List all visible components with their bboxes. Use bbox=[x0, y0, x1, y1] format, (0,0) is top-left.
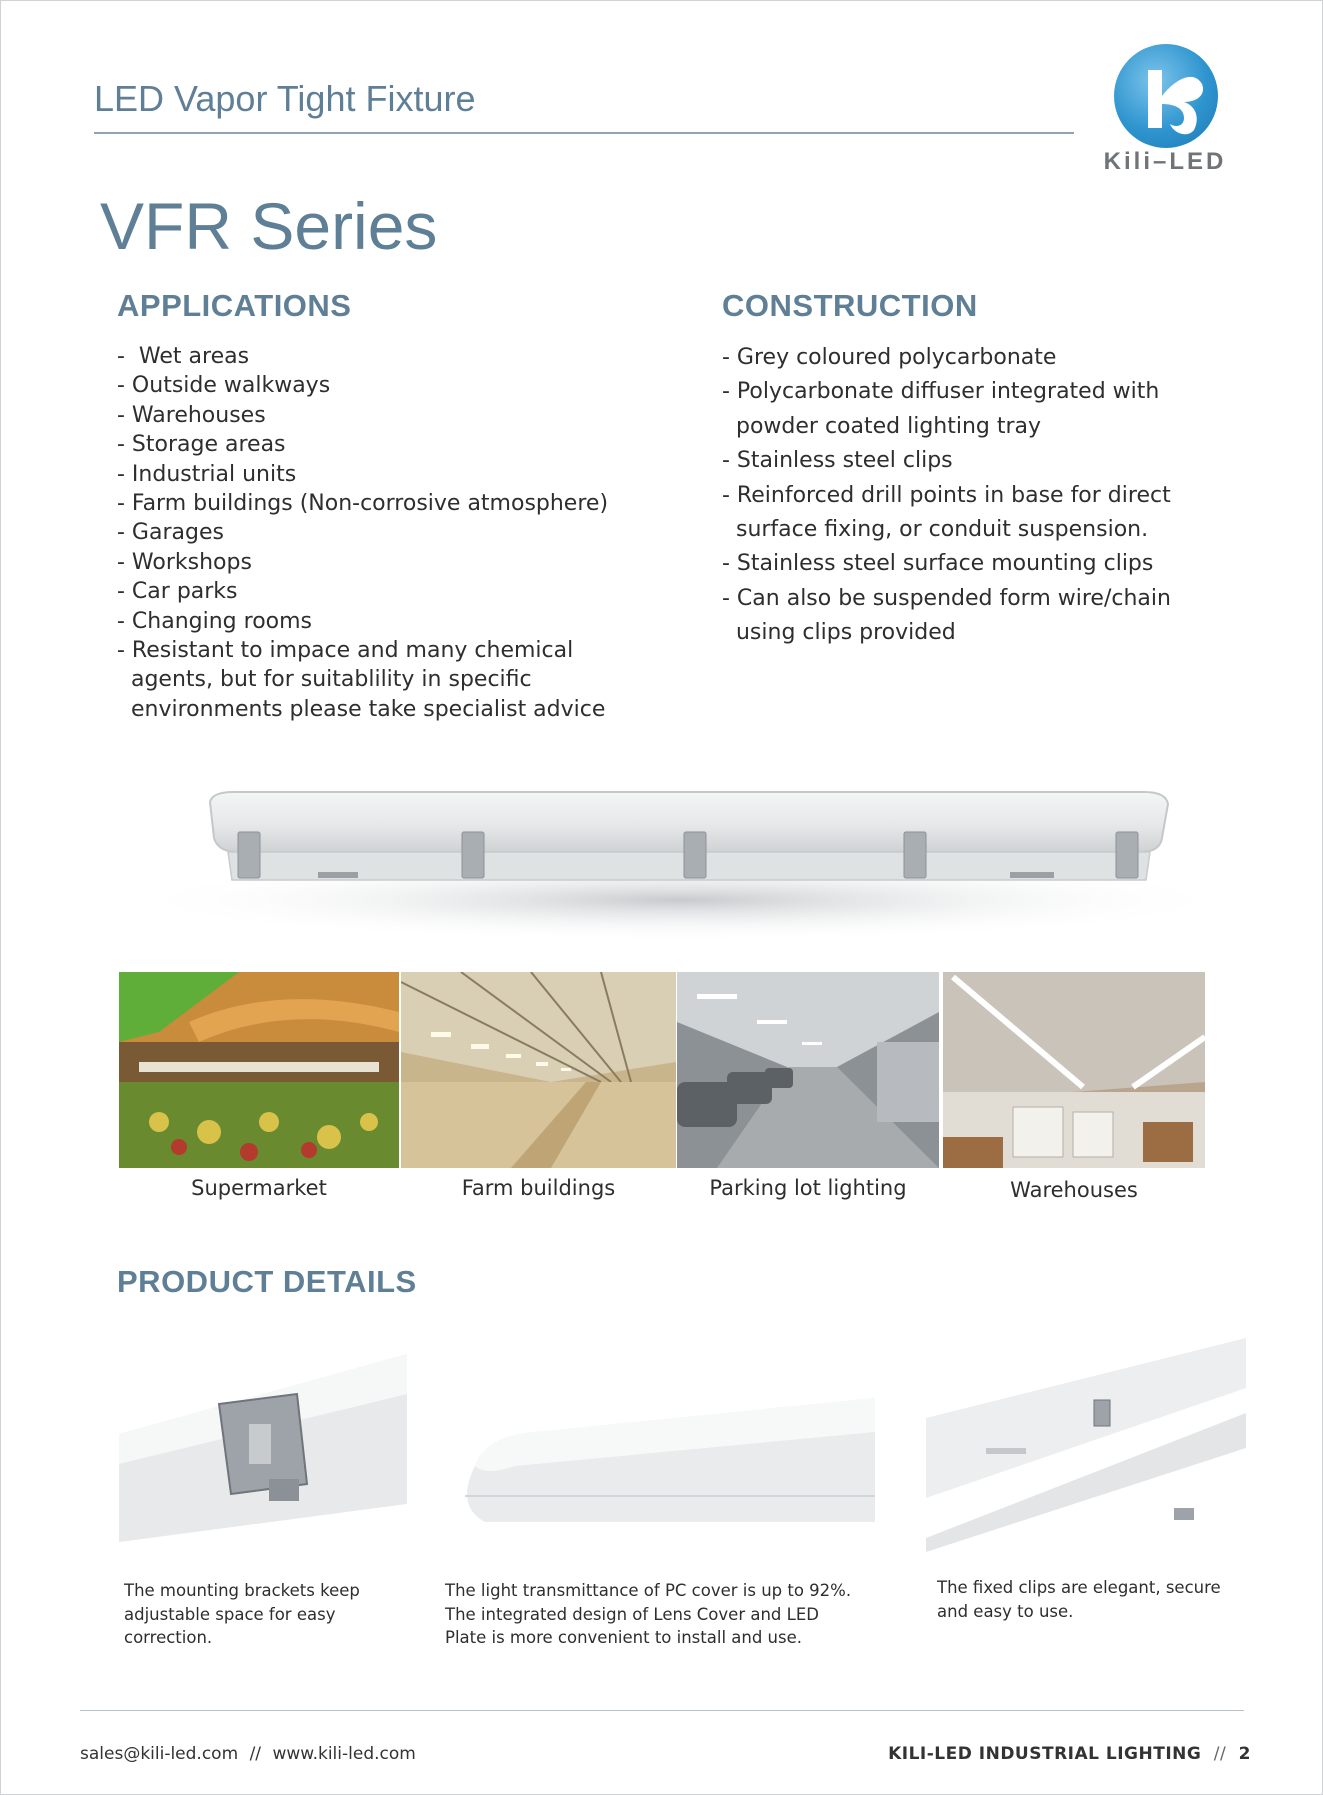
header-divider bbox=[94, 132, 1074, 134]
construction-list bbox=[722, 341, 1171, 651]
photo-caption: Farm buildings bbox=[461, 1176, 616, 1200]
pc-cover-description bbox=[445, 1579, 851, 1650]
list-item: - Stainless steel surface mounting clips bbox=[722, 551, 1154, 577]
text-line: The integrated design of Lens Cover and LED bbox=[445, 1604, 819, 1624]
brand-name: KILI-LED INDUSTRIAL LIGHTING bbox=[888, 1744, 1202, 1764]
list-item: - Grey coloured polycarbonate bbox=[722, 345, 1057, 370]
text-line: The mounting brackets keep bbox=[124, 1581, 360, 1600]
list-item: - Reinforced drill points in base for direct bbox=[722, 482, 1171, 508]
mounting-bracket-image bbox=[119, 1354, 407, 1542]
list-item: - Can also be suspended form wire/chain bbox=[722, 585, 1171, 611]
applications-list bbox=[117, 342, 608, 724]
list-item: - Car parks bbox=[117, 579, 238, 605]
list-item: - Garages bbox=[117, 520, 224, 546]
list-item: - Warehouses bbox=[117, 402, 266, 428]
farm-buildings-photo bbox=[401, 972, 676, 1168]
mounting-bracket-description bbox=[124, 1579, 360, 1650]
list-item: - Storage areas bbox=[117, 432, 286, 458]
list-item: - Changing rooms bbox=[117, 608, 313, 634]
construction-heading: CONSTRUCTION bbox=[722, 288, 978, 323]
list-item: - Workshops bbox=[117, 549, 252, 575]
list-item: - Industrial units bbox=[117, 461, 297, 487]
pc-cover-image bbox=[455, 1396, 875, 1522]
list-item: - Wet areas bbox=[117, 344, 250, 369]
text-line: and easy to use. bbox=[937, 1601, 1074, 1621]
list-item: - Farm buildings (Non-corrosive atmosphere) bbox=[117, 491, 609, 517]
list-item: - Outside walkways bbox=[117, 373, 331, 399]
footer-divider bbox=[80, 1710, 1244, 1711]
list-item: using clips provided bbox=[722, 620, 956, 646]
list-item: surface fixing, or conduit suspension. bbox=[722, 517, 1149, 543]
photo-caption: Supermarket bbox=[191, 1176, 327, 1200]
kili-led-logo bbox=[1090, 40, 1250, 180]
website-link[interactable]: www.kili-led.com bbox=[272, 1744, 416, 1764]
list-item: environments please take specialist advice bbox=[117, 696, 606, 722]
text-line: correction. bbox=[124, 1628, 213, 1647]
page-number: 2 bbox=[1238, 1744, 1251, 1764]
fixed-clips-image bbox=[926, 1338, 1246, 1552]
vapor-tight-fixture-image bbox=[110, 780, 1250, 950]
footer-separator: // bbox=[249, 1744, 262, 1764]
text-line: Plate is more convenient to install and use. bbox=[445, 1628, 803, 1647]
text-line: The light transmittance of PC cover is up to 92%. bbox=[445, 1581, 852, 1600]
applications-heading: APPLICATIONS bbox=[117, 288, 352, 323]
text-line: The fixed clips are elegant, secure bbox=[937, 1578, 1221, 1597]
email-link[interactable]: sales@kili-led.com bbox=[80, 1744, 239, 1764]
list-item: - Resistant to impace and many chemical bbox=[117, 638, 574, 664]
warehouses-photo bbox=[943, 972, 1205, 1168]
logo-k-glyph-icon bbox=[1114, 44, 1218, 148]
list-item: agents, but for suitablility in specific bbox=[117, 667, 532, 693]
supermarket-photo bbox=[119, 972, 399, 1168]
series-title: VFR Series bbox=[100, 189, 438, 263]
photo-caption: Warehouses bbox=[1010, 1178, 1138, 1202]
list-item: powder coated lighting tray bbox=[722, 413, 1042, 439]
footer-contact bbox=[80, 1744, 416, 1764]
footer-brand bbox=[888, 1744, 1251, 1764]
list-item: - Polycarbonate diffuser integrated with bbox=[722, 379, 1160, 405]
header-title: LED Vapor Tight Fixture bbox=[94, 78, 476, 119]
product-details-heading: PRODUCT DETAILS bbox=[117, 1264, 417, 1299]
logo-text: Kili–LED bbox=[1103, 148, 1227, 175]
fixed-clips-description bbox=[937, 1576, 1221, 1623]
footer-separator: // bbox=[1213, 1744, 1227, 1764]
parking-lot-photo bbox=[677, 972, 939, 1168]
list-item: - Stainless steel clips bbox=[722, 448, 953, 474]
text-line: adjustable space for easy bbox=[124, 1604, 336, 1624]
photo-caption: Parking lot lighting bbox=[709, 1176, 907, 1200]
